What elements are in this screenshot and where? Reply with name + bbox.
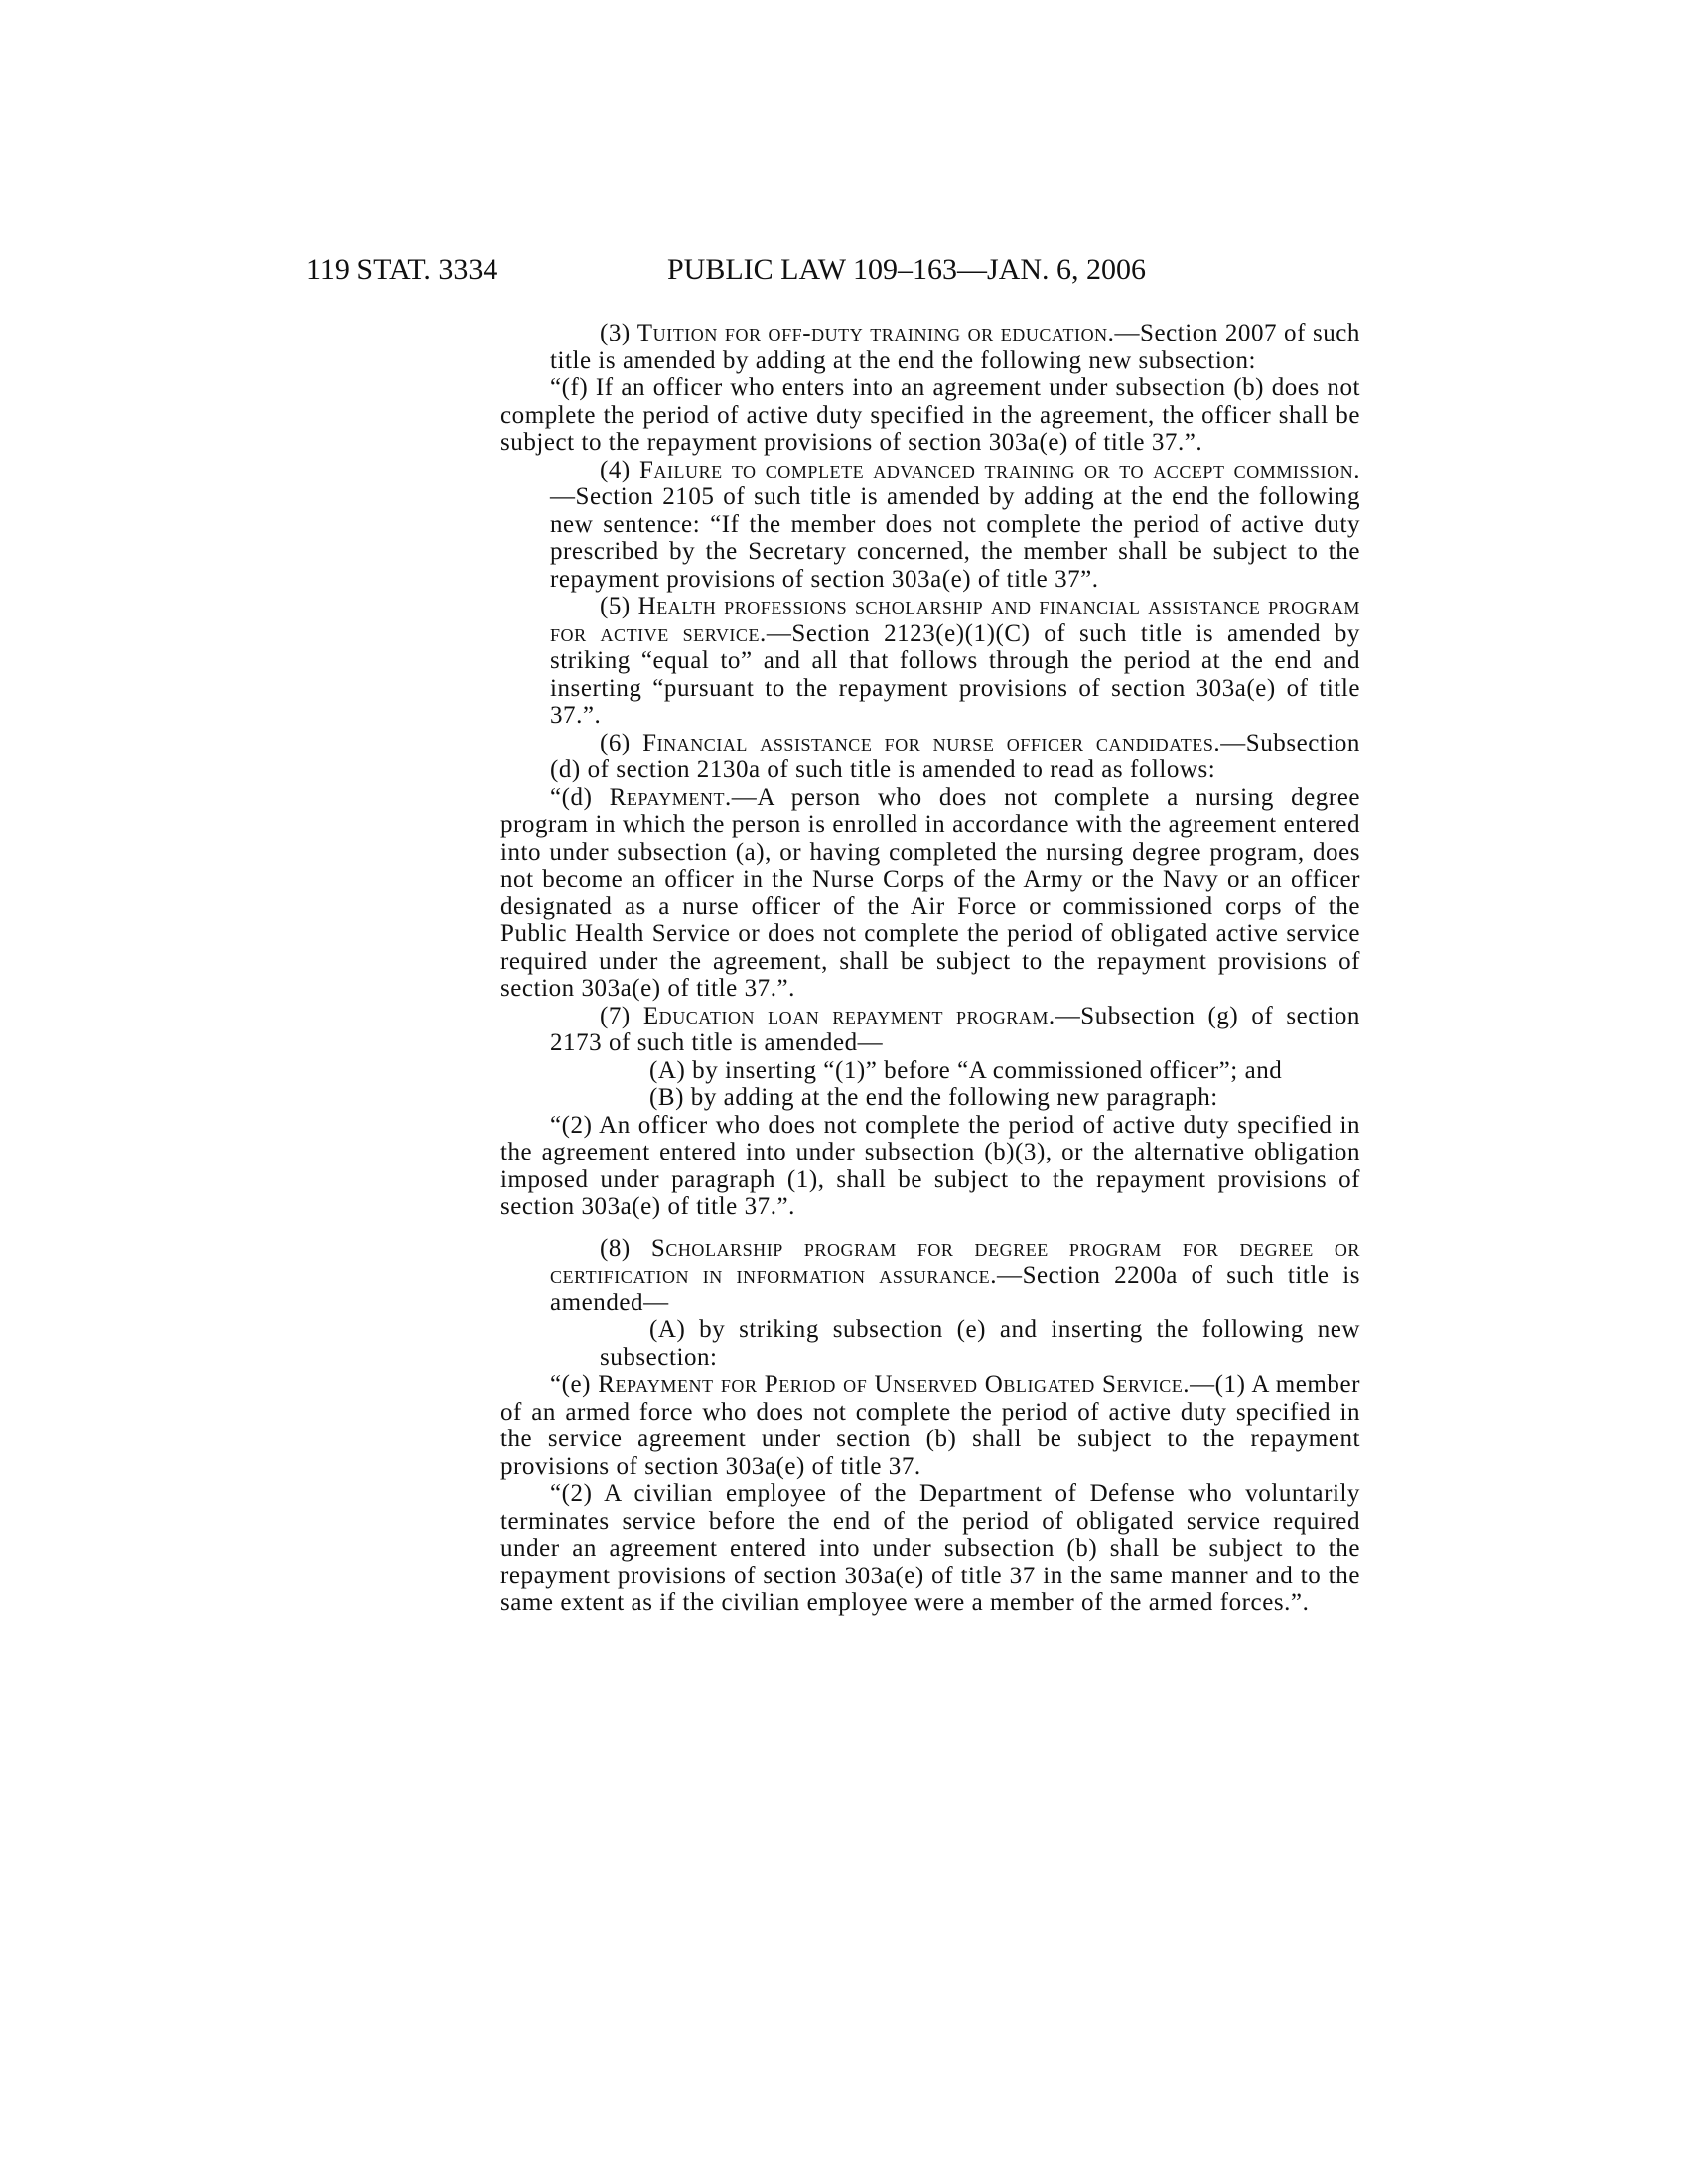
paragraph-text: —Subsection (g) of section 2173 of such title is amended— [550,1002,1360,1056]
paragraph-heading: Failure to complete advanced training or to accept commission. [638,456,1360,483]
quoted-subsection-f: “(f) If an officer who enters into an agreement under subsection (b) does not complete the period of active duty specified in the agreement, the officer shall be subject to the repayment provisions of section 303a(e) of title 37.”. [500,374,1360,456]
paragraph-text: —A person who does not complete a nursing degree program in which the person is enrolled in accordance with the agreement entered into under subsection (a), or having completed the nursing degree program, does not become an officer in the Nurse Corps of the Army or the Navy or an officer designated as a nurse officer of the Air Force or commissioned corps of the Public Health Service or does not complete the period of obligated active service required under the agreement, shall be subject to the repayment provisions of section 303a(e) of title 37.”. [500,783,1361,1002]
paragraph-number: (8) [600,1234,651,1262]
paragraph-heading: Education loan repayment program. [642,1002,1055,1029]
paragraph-number: (3) [600,320,637,346]
quote-prefix: “(e) [550,1371,599,1398]
statute-body [500,320,1360,1617]
subparagraph-7b: (B) by adding at the end the following new paragraph: [649,1084,1218,1111]
paragraph-7 [500,1003,1360,1057]
paragraph-heading: Scholarship program for degree program for degree or certification in information assurance. [550,1234,1360,1289]
quoted-subsection-d [500,784,1360,1003]
subparagraph-7a: (A) by inserting “(1)” before “A commissioned officer”; and [649,1056,1283,1084]
paragraph-5 [500,593,1360,730]
quote-prefix: “(d) [550,783,610,811]
paragraph-4 [500,457,1360,594]
paragraph-text: —Subsection (d) of section 2130a of such title is amended to read as follows: [550,729,1360,783]
paragraph-text: —Section 2200a of such title is amended— [550,1262,1361,1316]
paragraph-heading: Financial assistance for nurse officer candidates. [642,729,1221,756]
paragraph-number: (5) [600,593,638,619]
quoted-paragraph-2: “(2) An officer who does not complete the period of active duty specified in the agreement entered into under subsection (b)(3), or the alternative obligation imposed under paragraph (1), shall be subject to the repayment provisions of section 303a(e) of title 37.”. [500,1111,1360,1220]
paragraph-number: (4) [600,456,639,483]
paragraph-text: —Section 2123(e)(1)(C) of such title is amended by striking “equal to” and all that follows through the period at the end and inserting “pursuant to the repayment provisions of section 303a(e) of title 37.”. [550,619,1360,729]
paragraph-number: (6) [600,729,643,756]
paragraph-text: —(1) A member of an armed force who does not complete the period of active duty specified in the service agreement under section (b) shall be subject to the repayment provisions of section 303a(e) of title 37. [500,1371,1360,1480]
paragraph-number: (7) [600,1002,643,1029]
paragraph-8 [500,1235,1360,1317]
paragraph-heading: Repayment for Period of Unserved Obligated Service. [598,1371,1191,1398]
paragraph-6 [500,730,1360,784]
paragraph-heading: Repayment. [609,783,732,811]
paragraph-heading: Health professions scholarship and financial assistance program for active service. [550,593,1360,647]
page-header [306,250,1398,290]
subparagraph-8a: (A) by striking subsection (e) and inserting the following new subsection: [600,1316,1360,1371]
statute-reference: 119 STAT. 3334 [306,253,498,286]
quoted-paragraph-e-2: “(2) A civilian employee of the Department of Defense who voluntarily terminates service before the end of the period of obligated service required under an agreement entered into under subsection (b) shall be subject to the repayment provisions of section 303a(e) of title 37 in the same manner and to the same extent as if the civilian employee were a member of the armed forces.”. [500,1480,1360,1616]
quoted-subsection-e [500,1371,1360,1480]
paragraph-3 [500,320,1360,374]
public-law-title: PUBLIC LAW 109–163—JAN. 6, 2006 [667,253,1147,286]
paragraph-text: —Section 2007 of such title is amended by adding at the end the following new subsection: [550,320,1360,374]
paragraph-text: —Section 2105 of such title is amended by adding at the end the following new sentence: “If the member does not complete the period of active duty prescribed by the Secretary concerned, the member shall be subject to the repayment provisions of section 303a(e) of title 37”. [550,483,1360,593]
paragraph-heading: Tuition for off-duty training or education. [636,320,1115,346]
